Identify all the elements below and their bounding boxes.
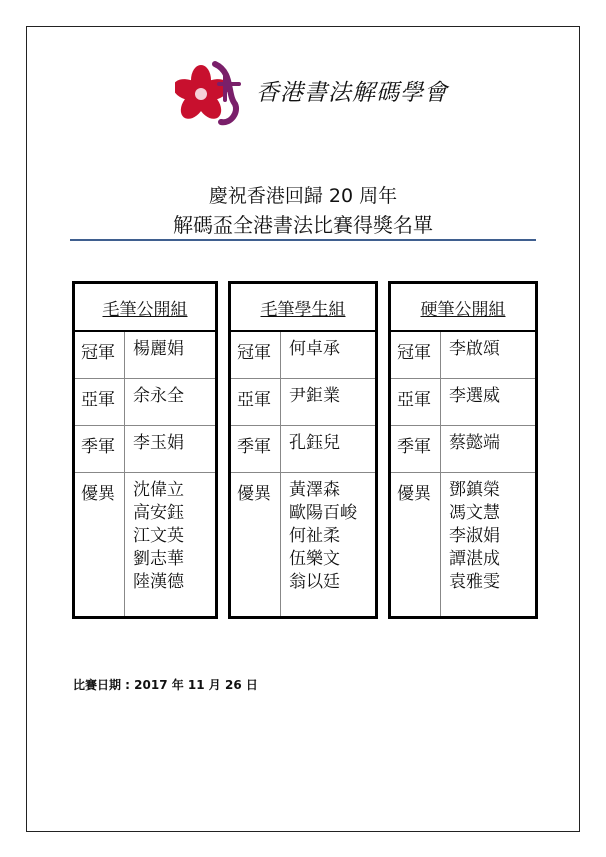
winner-name: 孔鈺兒 <box>289 433 340 453</box>
award-label: 季軍 <box>75 426 125 472</box>
merit-names <box>281 473 357 616</box>
table-row <box>391 473 535 616</box>
table-row <box>75 379 215 426</box>
table-brush-student <box>228 281 378 619</box>
winner-name: 翁以廷 <box>289 572 340 592</box>
winner-name: 李淑娟 <box>449 526 500 546</box>
winner-name: 黃澤森 <box>289 480 340 500</box>
award-label: 亞軍 <box>391 379 441 425</box>
table-heading: 毛筆公開組 <box>75 284 215 332</box>
table-row <box>391 426 535 473</box>
table-row <box>231 332 375 379</box>
table-row <box>75 332 215 379</box>
award-label: 優異 <box>75 473 125 616</box>
winner-name: 譚湛成 <box>449 549 500 569</box>
award-label: 季軍 <box>231 426 281 472</box>
table-heading: 毛筆學生組 <box>231 284 375 332</box>
merit-names <box>125 473 184 616</box>
competition-date: 比賽日期 : 2017 年 11 月 26 日 <box>73 678 258 692</box>
table-brush-open <box>72 281 218 619</box>
table-row <box>391 379 535 426</box>
award-label: 優異 <box>391 473 441 616</box>
winner-name: 沈偉立 <box>133 480 184 500</box>
award-label: 亞軍 <box>231 379 281 425</box>
award-label: 優異 <box>231 473 281 616</box>
society-name: 香港書法解碼學會 <box>256 80 448 106</box>
winner-name: 何祉柔 <box>289 526 340 546</box>
table-row <box>75 426 215 473</box>
winner-name: 歐陽百峻 <box>289 503 357 523</box>
winner-name: 馮文慧 <box>449 503 500 523</box>
table-hardpen-open <box>388 281 538 619</box>
table-row <box>231 379 375 426</box>
table-heading: 硬筆公開組 <box>391 284 535 332</box>
title-rule <box>70 239 536 241</box>
winner-name: 陸漢德 <box>133 572 184 592</box>
award-label: 冠軍 <box>391 332 441 378</box>
table-row <box>231 426 375 473</box>
winner-name: 尹鉅業 <box>289 386 340 406</box>
winner-name: 何卓承 <box>289 339 340 359</box>
winner-name: 楊麗娟 <box>133 339 184 359</box>
award-label: 季軍 <box>391 426 441 472</box>
title-line-2: 解碼盃全港書法比賽得獎名單 <box>173 213 433 237</box>
winner-name: 李選威 <box>449 386 500 406</box>
award-label: 亞軍 <box>75 379 125 425</box>
winner-name: 蔡懿端 <box>449 433 500 453</box>
table-row <box>231 473 375 616</box>
bauhinia-flower-logo <box>175 54 245 132</box>
winner-name: 江文英 <box>133 526 184 546</box>
award-label: 冠軍 <box>231 332 281 378</box>
winner-name: 伍樂文 <box>289 549 340 569</box>
winner-name: 余永全 <box>133 386 184 406</box>
winner-name: 李啟頌 <box>449 339 500 359</box>
table-row <box>75 473 215 616</box>
table-row <box>391 332 535 379</box>
merit-names <box>441 473 500 616</box>
winner-name: 袁雅雯 <box>449 572 500 592</box>
winner-name: 鄧鎮榮 <box>449 480 500 500</box>
title-line-1: 慶祝香港回歸 20 周年 <box>208 185 398 207</box>
winner-name: 高安鈺 <box>133 503 184 523</box>
winner-name: 劉志華 <box>133 549 184 569</box>
award-label: 冠軍 <box>75 332 125 378</box>
winner-name: 李玉娟 <box>133 433 184 453</box>
